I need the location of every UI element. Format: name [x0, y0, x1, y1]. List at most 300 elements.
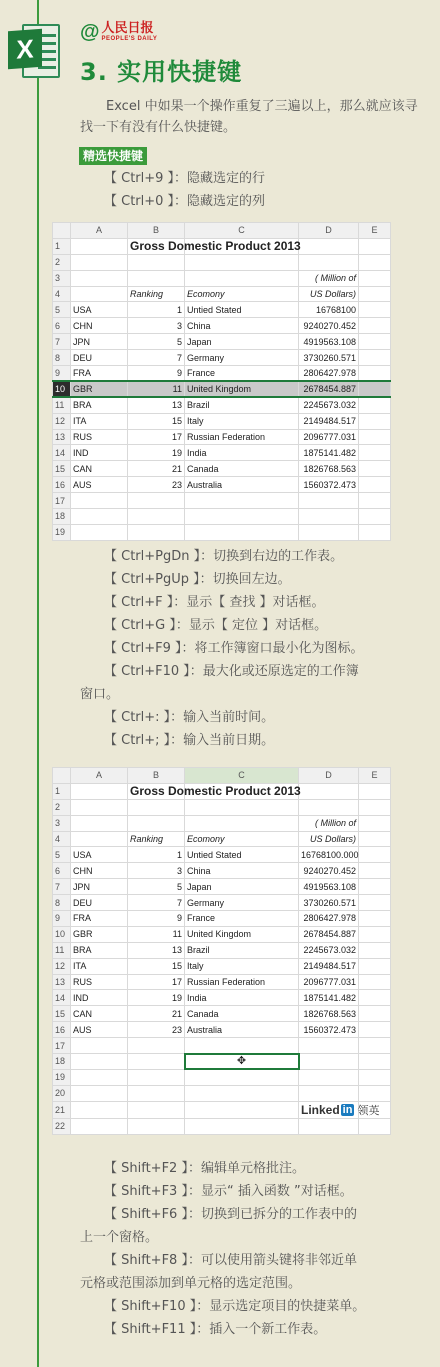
cell[interactable]: China	[185, 318, 299, 334]
column-header-e[interactable]: E	[359, 223, 391, 239]
cell[interactable]: 23	[128, 1022, 185, 1038]
cell[interactable]	[128, 1118, 185, 1134]
cell[interactable]: BRA	[71, 942, 128, 958]
cell[interactable]	[185, 1101, 299, 1118]
cell[interactable]: Canada	[185, 1006, 299, 1022]
cell[interactable]	[359, 1069, 391, 1085]
cell[interactable]: India	[185, 990, 299, 1006]
cell[interactable]: 9	[128, 911, 185, 927]
sheet-row	[53, 1069, 391, 1085]
cell[interactable]: JPN	[71, 334, 128, 350]
linkedin-cn: 领英	[357, 1103, 380, 1117]
row-header[interactable]: 20	[53, 1085, 71, 1101]
sheet-row	[53, 1038, 391, 1054]
row-header[interactable]: 1	[53, 783, 71, 799]
cell[interactable]	[359, 445, 391, 461]
row-header[interactable]: 15	[53, 1006, 71, 1022]
cell[interactable]	[359, 238, 391, 254]
peoples-daily-logo	[80, 22, 157, 48]
column-header-d[interactable]: D	[299, 223, 359, 239]
row-header[interactable]: 21	[53, 1101, 71, 1118]
cell[interactable]	[128, 1101, 185, 1118]
sheet-title[interactable]: Gross Domestic Product 2013	[128, 238, 185, 254]
cell[interactable]: 2096777.031	[299, 429, 359, 445]
row-header[interactable]: 10	[53, 381, 71, 397]
row-header[interactable]: 12	[53, 413, 71, 429]
cell[interactable]: 3730260.571	[299, 895, 359, 911]
cell[interactable]	[299, 1038, 359, 1054]
cell[interactable]	[359, 1038, 391, 1054]
cell[interactable]	[359, 1022, 391, 1038]
cell[interactable]	[359, 1118, 391, 1134]
row-header[interactable]: 12	[53, 958, 71, 974]
row-header[interactable]: 1	[53, 238, 71, 254]
cell[interactable]	[359, 461, 391, 477]
cell[interactable]: 15	[128, 413, 185, 429]
cell[interactable]: 13	[128, 942, 185, 958]
row-header[interactable]: 8	[53, 350, 71, 366]
cell[interactable]: Italy	[185, 413, 299, 429]
cell[interactable]	[185, 799, 299, 815]
sheet-row	[53, 895, 391, 911]
cell[interactable]	[128, 493, 185, 509]
cell[interactable]	[359, 524, 391, 540]
cell[interactable]: DEU	[71, 895, 128, 911]
cell[interactable]: 2096777.031	[299, 974, 359, 990]
row-header[interactable]: 3	[53, 270, 71, 286]
cell[interactable]	[359, 958, 391, 974]
cell[interactable]	[71, 783, 128, 799]
row-header[interactable]: 7	[53, 879, 71, 895]
at-icon: @	[80, 21, 100, 43]
cell[interactable]	[128, 270, 185, 286]
cell[interactable]	[359, 847, 391, 863]
cell[interactable]: 2149484.517	[299, 413, 359, 429]
cell[interactable]	[128, 799, 185, 815]
cell[interactable]	[359, 895, 391, 911]
cell[interactable]: 2806427.978	[299, 366, 359, 382]
sheet-row	[53, 990, 391, 1006]
cell[interactable]: ( Million of	[299, 270, 359, 286]
column-header-c[interactable]: C	[185, 223, 299, 239]
row-header[interactable]: 2	[53, 254, 71, 270]
cell[interactable]: France	[185, 911, 299, 927]
cell[interactable]	[128, 1085, 185, 1101]
cell[interactable]	[359, 509, 391, 525]
cell[interactable]	[359, 831, 391, 847]
row-header[interactable]: 2	[53, 799, 71, 815]
move-cursor-icon: ✥	[236, 1055, 247, 1068]
cell[interactable]	[71, 1085, 128, 1101]
cell[interactable]: 1	[128, 847, 185, 863]
cell[interactable]: RUS	[71, 429, 128, 445]
row-header[interactable]: 9	[53, 911, 71, 927]
cell[interactable]	[299, 493, 359, 509]
cell[interactable]: 1560372.473	[299, 477, 359, 493]
row-header[interactable]: 6	[53, 318, 71, 334]
cell[interactable]: 3	[128, 863, 185, 879]
row-header[interactable]: 13	[53, 974, 71, 990]
cell[interactable]	[299, 799, 359, 815]
cell[interactable]: 1560372.473	[299, 1022, 359, 1038]
row-header[interactable]: 14	[53, 445, 71, 461]
cell[interactable]	[359, 926, 391, 942]
sheet-row	[53, 958, 391, 974]
cell[interactable]: 16768100	[299, 302, 359, 318]
cell[interactable]	[359, 477, 391, 493]
cell[interactable]	[359, 911, 391, 927]
cell[interactable]: Germany	[185, 895, 299, 911]
row-header[interactable]: 7	[53, 334, 71, 350]
cell[interactable]: Russian Federation	[185, 429, 299, 445]
selected-cell[interactable]	[185, 1054, 299, 1070]
sheet-row	[53, 477, 391, 493]
cell[interactable]: United Kingdom	[185, 381, 299, 397]
cell[interactable]	[299, 509, 359, 525]
cell[interactable]	[185, 1069, 299, 1085]
cell[interactable]: 21	[128, 1006, 185, 1022]
cell[interactable]	[299, 238, 359, 254]
cell[interactable]: 4919563.108	[299, 879, 359, 895]
cell[interactable]: 2149484.517	[299, 958, 359, 974]
cell[interactable]	[185, 1038, 299, 1054]
row-header[interactable]: 19	[53, 1069, 71, 1085]
cell[interactable]: 1	[128, 302, 185, 318]
cell[interactable]	[359, 1006, 391, 1022]
cell[interactable]	[359, 270, 391, 286]
cell[interactable]: 19	[128, 445, 185, 461]
row-header[interactable]: 15	[53, 461, 71, 477]
cell[interactable]: Russian Federation	[185, 974, 299, 990]
cell[interactable]	[128, 1054, 185, 1070]
sheet-row	[53, 238, 391, 254]
brand-en: PEOPLE'S DAILY	[101, 36, 158, 42]
left-accent-line	[37, 0, 39, 1367]
sheet-row	[53, 1118, 391, 1134]
cell[interactable]: 7	[128, 350, 185, 366]
cell[interactable]	[71, 1118, 128, 1134]
cell[interactable]	[359, 334, 391, 350]
sheet-row	[53, 974, 391, 990]
cell[interactable]: IND	[71, 445, 128, 461]
cell[interactable]	[359, 381, 391, 397]
sheet-row	[53, 815, 391, 831]
cell[interactable]: 23	[128, 477, 185, 493]
cell[interactable]	[359, 863, 391, 879]
cell[interactable]	[71, 1054, 128, 1070]
row-header[interactable]: 4	[53, 286, 71, 302]
cell[interactable]: JPN	[71, 879, 128, 895]
cell[interactable]	[359, 413, 391, 429]
sheet-row	[53, 254, 391, 270]
cell[interactable]: China	[185, 863, 299, 879]
cell[interactable]: GBR	[71, 926, 128, 942]
cell[interactable]: 2678454.887	[299, 926, 359, 942]
shortcut-line: 【 Ctrl+0 】：隐藏选定的列	[104, 194, 266, 209]
cell[interactable]: 11	[128, 381, 185, 397]
cell[interactable]: Japan	[185, 334, 299, 350]
cell[interactable]: 5	[128, 879, 185, 895]
column-header-d[interactable]: D	[299, 768, 359, 784]
cell[interactable]: CAN	[71, 461, 128, 477]
cell[interactable]: 5	[128, 334, 185, 350]
cell[interactable]	[359, 254, 391, 270]
cell[interactable]: 3730260.571	[299, 350, 359, 366]
row-header[interactable]: 19	[53, 524, 71, 540]
cell[interactable]: Australia	[185, 1022, 299, 1038]
cell[interactable]	[71, 254, 128, 270]
cell[interactable]	[128, 1038, 185, 1054]
section-title: 3. 实用快捷键	[80, 58, 243, 86]
cell[interactable]: AUS	[71, 1022, 128, 1038]
cell[interactable]	[299, 524, 359, 540]
sheet-row	[53, 1085, 391, 1101]
cell[interactable]	[359, 286, 391, 302]
cell[interactable]	[128, 524, 185, 540]
row-header[interactable]: 16	[53, 477, 71, 493]
sheet-row	[53, 381, 391, 397]
shortcut-line: 窗口。	[80, 687, 120, 702]
cell[interactable]: Untied Stated	[185, 302, 299, 318]
cell[interactable]: 4919563.108	[299, 334, 359, 350]
cell[interactable]: 2806427.978	[299, 911, 359, 927]
column-header-c[interactable]: C	[185, 768, 299, 784]
cell[interactable]	[71, 831, 128, 847]
cell[interactable]	[71, 238, 128, 254]
sheet-row	[53, 1101, 391, 1118]
cell[interactable]: Australia	[185, 477, 299, 493]
row-header[interactable]: 4	[53, 831, 71, 847]
cell[interactable]	[359, 429, 391, 445]
shortcut-list-b	[80, 545, 430, 752]
cell[interactable]: India	[185, 445, 299, 461]
cell[interactable]: 1875141.482	[299, 445, 359, 461]
row-header[interactable]: 14	[53, 990, 71, 1006]
sheet-row	[53, 429, 391, 445]
cell[interactable]: IND	[71, 990, 128, 1006]
cell[interactable]: ( Million of	[299, 815, 359, 831]
row-header[interactable]: 10	[53, 926, 71, 942]
row-header[interactable]: 13	[53, 429, 71, 445]
cell[interactable]	[359, 783, 391, 799]
row-header[interactable]: 5	[53, 847, 71, 863]
row-header[interactable]: 8	[53, 895, 71, 911]
cell[interactable]: 3	[128, 318, 185, 334]
cell[interactable]: ITA	[71, 413, 128, 429]
shortcut-line: 【 Shift+F8 】：可以使用箭头键将非邻近单	[104, 1253, 357, 1268]
cell[interactable]	[185, 524, 299, 540]
cell[interactable]: USA	[71, 847, 128, 863]
cell[interactable]: Ecomony	[185, 286, 299, 302]
row-header[interactable]: 6	[53, 863, 71, 879]
intro-text: Excel 中如果一个操作重复了三遍以上，那么就应该寻找一下有没有什么快捷键。	[80, 99, 418, 135]
cell[interactable]: Untied Stated	[185, 847, 299, 863]
cell[interactable]	[299, 1085, 359, 1101]
cell[interactable]	[185, 815, 299, 831]
cell[interactable]: DEU	[71, 350, 128, 366]
select-all-corner[interactable]	[53, 768, 71, 784]
sheet-row	[53, 926, 391, 942]
cell[interactable]	[299, 1118, 359, 1134]
shortcut-line: 上一个窗格。	[80, 1230, 159, 1245]
sheet-row	[53, 1022, 391, 1038]
sheet-row	[53, 350, 391, 366]
row-header[interactable]: 17	[53, 1038, 71, 1054]
sheet-row	[53, 366, 391, 382]
cell[interactable]	[299, 254, 359, 270]
row-header[interactable]: 16	[53, 1022, 71, 1038]
cell[interactable]: US Dollars)	[299, 831, 359, 847]
cell[interactable]: 2678454.887	[299, 381, 359, 397]
cell[interactable]: AUS	[71, 477, 128, 493]
cell[interactable]: GBR	[71, 381, 128, 397]
row-header[interactable]: 17	[53, 493, 71, 509]
row-header[interactable]: 18	[53, 1054, 71, 1070]
sheet-row	[53, 461, 391, 477]
cell[interactable]: 7	[128, 895, 185, 911]
cell[interactable]: France	[185, 366, 299, 382]
cell[interactable]: 2245673.032	[299, 397, 359, 413]
cell[interactable]	[71, 270, 128, 286]
sheet-title[interactable]: Gross Domestic Product 2013	[128, 783, 185, 799]
cell[interactable]: Canada	[185, 461, 299, 477]
cell[interactable]: US Dollars)	[299, 286, 359, 302]
sheet-row	[53, 863, 391, 879]
cell[interactable]	[359, 397, 391, 413]
cell[interactable]	[71, 1101, 128, 1118]
cell[interactable]: FRA	[71, 366, 128, 382]
cell[interactable]: 2245673.032	[299, 942, 359, 958]
cell[interactable]	[128, 1069, 185, 1085]
cell[interactable]	[359, 942, 391, 958]
row-header[interactable]: 5	[53, 302, 71, 318]
cell[interactable]: RUS	[71, 974, 128, 990]
column-header-a[interactable]: A	[71, 768, 128, 784]
cell[interactable]: 21	[128, 461, 185, 477]
cell[interactable]	[185, 1085, 299, 1101]
shortcut-line: 【 Ctrl+F 】：显示【 查找 】对话框。	[104, 595, 325, 610]
cell[interactable]	[299, 1069, 359, 1085]
column-header-b[interactable]: B	[128, 223, 185, 239]
row-header[interactable]: 22	[53, 1118, 71, 1134]
cell[interactable]: USA	[71, 302, 128, 318]
cell[interactable]	[359, 990, 391, 1006]
linkedin-watermark[interactable]	[299, 1101, 380, 1118]
cell[interactable]: BRA	[71, 397, 128, 413]
cell[interactable]	[71, 509, 128, 525]
cell[interactable]	[359, 493, 391, 509]
cell[interactable]	[71, 1038, 128, 1054]
row-header[interactable]: 3	[53, 815, 71, 831]
row-header[interactable]: 11	[53, 397, 71, 413]
sheet-row	[53, 397, 391, 413]
cell[interactable]: United Kingdom	[185, 926, 299, 942]
row-header[interactable]: 18	[53, 509, 71, 525]
cell[interactable]: 19	[128, 990, 185, 1006]
cell[interactable]: 17	[128, 429, 185, 445]
cell[interactable]	[359, 799, 391, 815]
cell[interactable]: 17	[128, 974, 185, 990]
cell[interactable]: Ranking	[128, 286, 185, 302]
cell[interactable]: 13	[128, 397, 185, 413]
cell[interactable]	[185, 1118, 299, 1134]
sheet-row	[53, 445, 391, 461]
cell[interactable]	[185, 270, 299, 286]
cell[interactable]: 16768100.000	[299, 847, 359, 863]
cell[interactable]: 1875141.482	[299, 990, 359, 1006]
cell[interactable]	[71, 1069, 128, 1085]
cell[interactable]	[299, 783, 359, 799]
cell[interactable]	[359, 366, 391, 382]
cell[interactable]	[185, 493, 299, 509]
cell[interactable]	[359, 350, 391, 366]
column-header-b[interactable]: B	[128, 768, 185, 784]
cell[interactable]: Ecomony	[185, 831, 299, 847]
cell[interactable]	[359, 879, 391, 895]
cell[interactable]: 1826768.563	[299, 1006, 359, 1022]
sheet-row	[53, 286, 391, 302]
cell[interactable]: Japan	[185, 879, 299, 895]
sheet-row	[53, 831, 391, 847]
sheet-row	[53, 911, 391, 927]
cell[interactable]	[71, 524, 128, 540]
cell[interactable]	[359, 974, 391, 990]
cell[interactable]	[71, 815, 128, 831]
cell[interactable]: 1826768.563	[299, 461, 359, 477]
cell[interactable]: 9	[128, 366, 185, 382]
cell[interactable]	[185, 509, 299, 525]
cell[interactable]	[71, 799, 128, 815]
excel-logo-icon: X	[6, 20, 62, 82]
cell[interactable]	[71, 286, 128, 302]
cell[interactable]	[71, 493, 128, 509]
cell[interactable]: Brazil	[185, 397, 299, 413]
shortcut-list-a	[80, 167, 430, 213]
sheet-row	[53, 334, 391, 350]
cell[interactable]	[299, 1054, 359, 1070]
cell[interactable]	[359, 1085, 391, 1101]
cell[interactable]	[185, 254, 299, 270]
cell[interactable]: 11	[128, 926, 185, 942]
cell[interactable]	[359, 1054, 391, 1070]
cell[interactable]: CHN	[71, 863, 128, 879]
row-header[interactable]: 11	[53, 942, 71, 958]
cell[interactable]	[359, 302, 391, 318]
cell[interactable]: 9240270.452	[299, 318, 359, 334]
cell[interactable]	[128, 815, 185, 831]
cell[interactable]: 15	[128, 958, 185, 974]
cell[interactable]: 9240270.452	[299, 863, 359, 879]
cell[interactable]: Brazil	[185, 942, 299, 958]
cell[interactable]	[128, 254, 185, 270]
cell[interactable]	[359, 815, 391, 831]
select-all-corner[interactable]	[53, 223, 71, 239]
sheet-row	[53, 1054, 391, 1070]
cell[interactable]: CHN	[71, 318, 128, 334]
cell[interactable]	[128, 509, 185, 525]
cell[interactable]: Italy	[185, 958, 299, 974]
featured-tag: 精选快捷键	[79, 147, 147, 165]
row-header[interactable]: 9	[53, 366, 71, 382]
cell[interactable]: FRA	[71, 911, 128, 927]
column-header-a[interactable]: A	[71, 223, 128, 239]
cell[interactable]: ITA	[71, 958, 128, 974]
column-header-e[interactable]: E	[359, 768, 391, 784]
cell[interactable]: Ranking	[128, 831, 185, 847]
cell[interactable]	[359, 318, 391, 334]
cell[interactable]: Germany	[185, 350, 299, 366]
cell[interactable]: CAN	[71, 1006, 128, 1022]
